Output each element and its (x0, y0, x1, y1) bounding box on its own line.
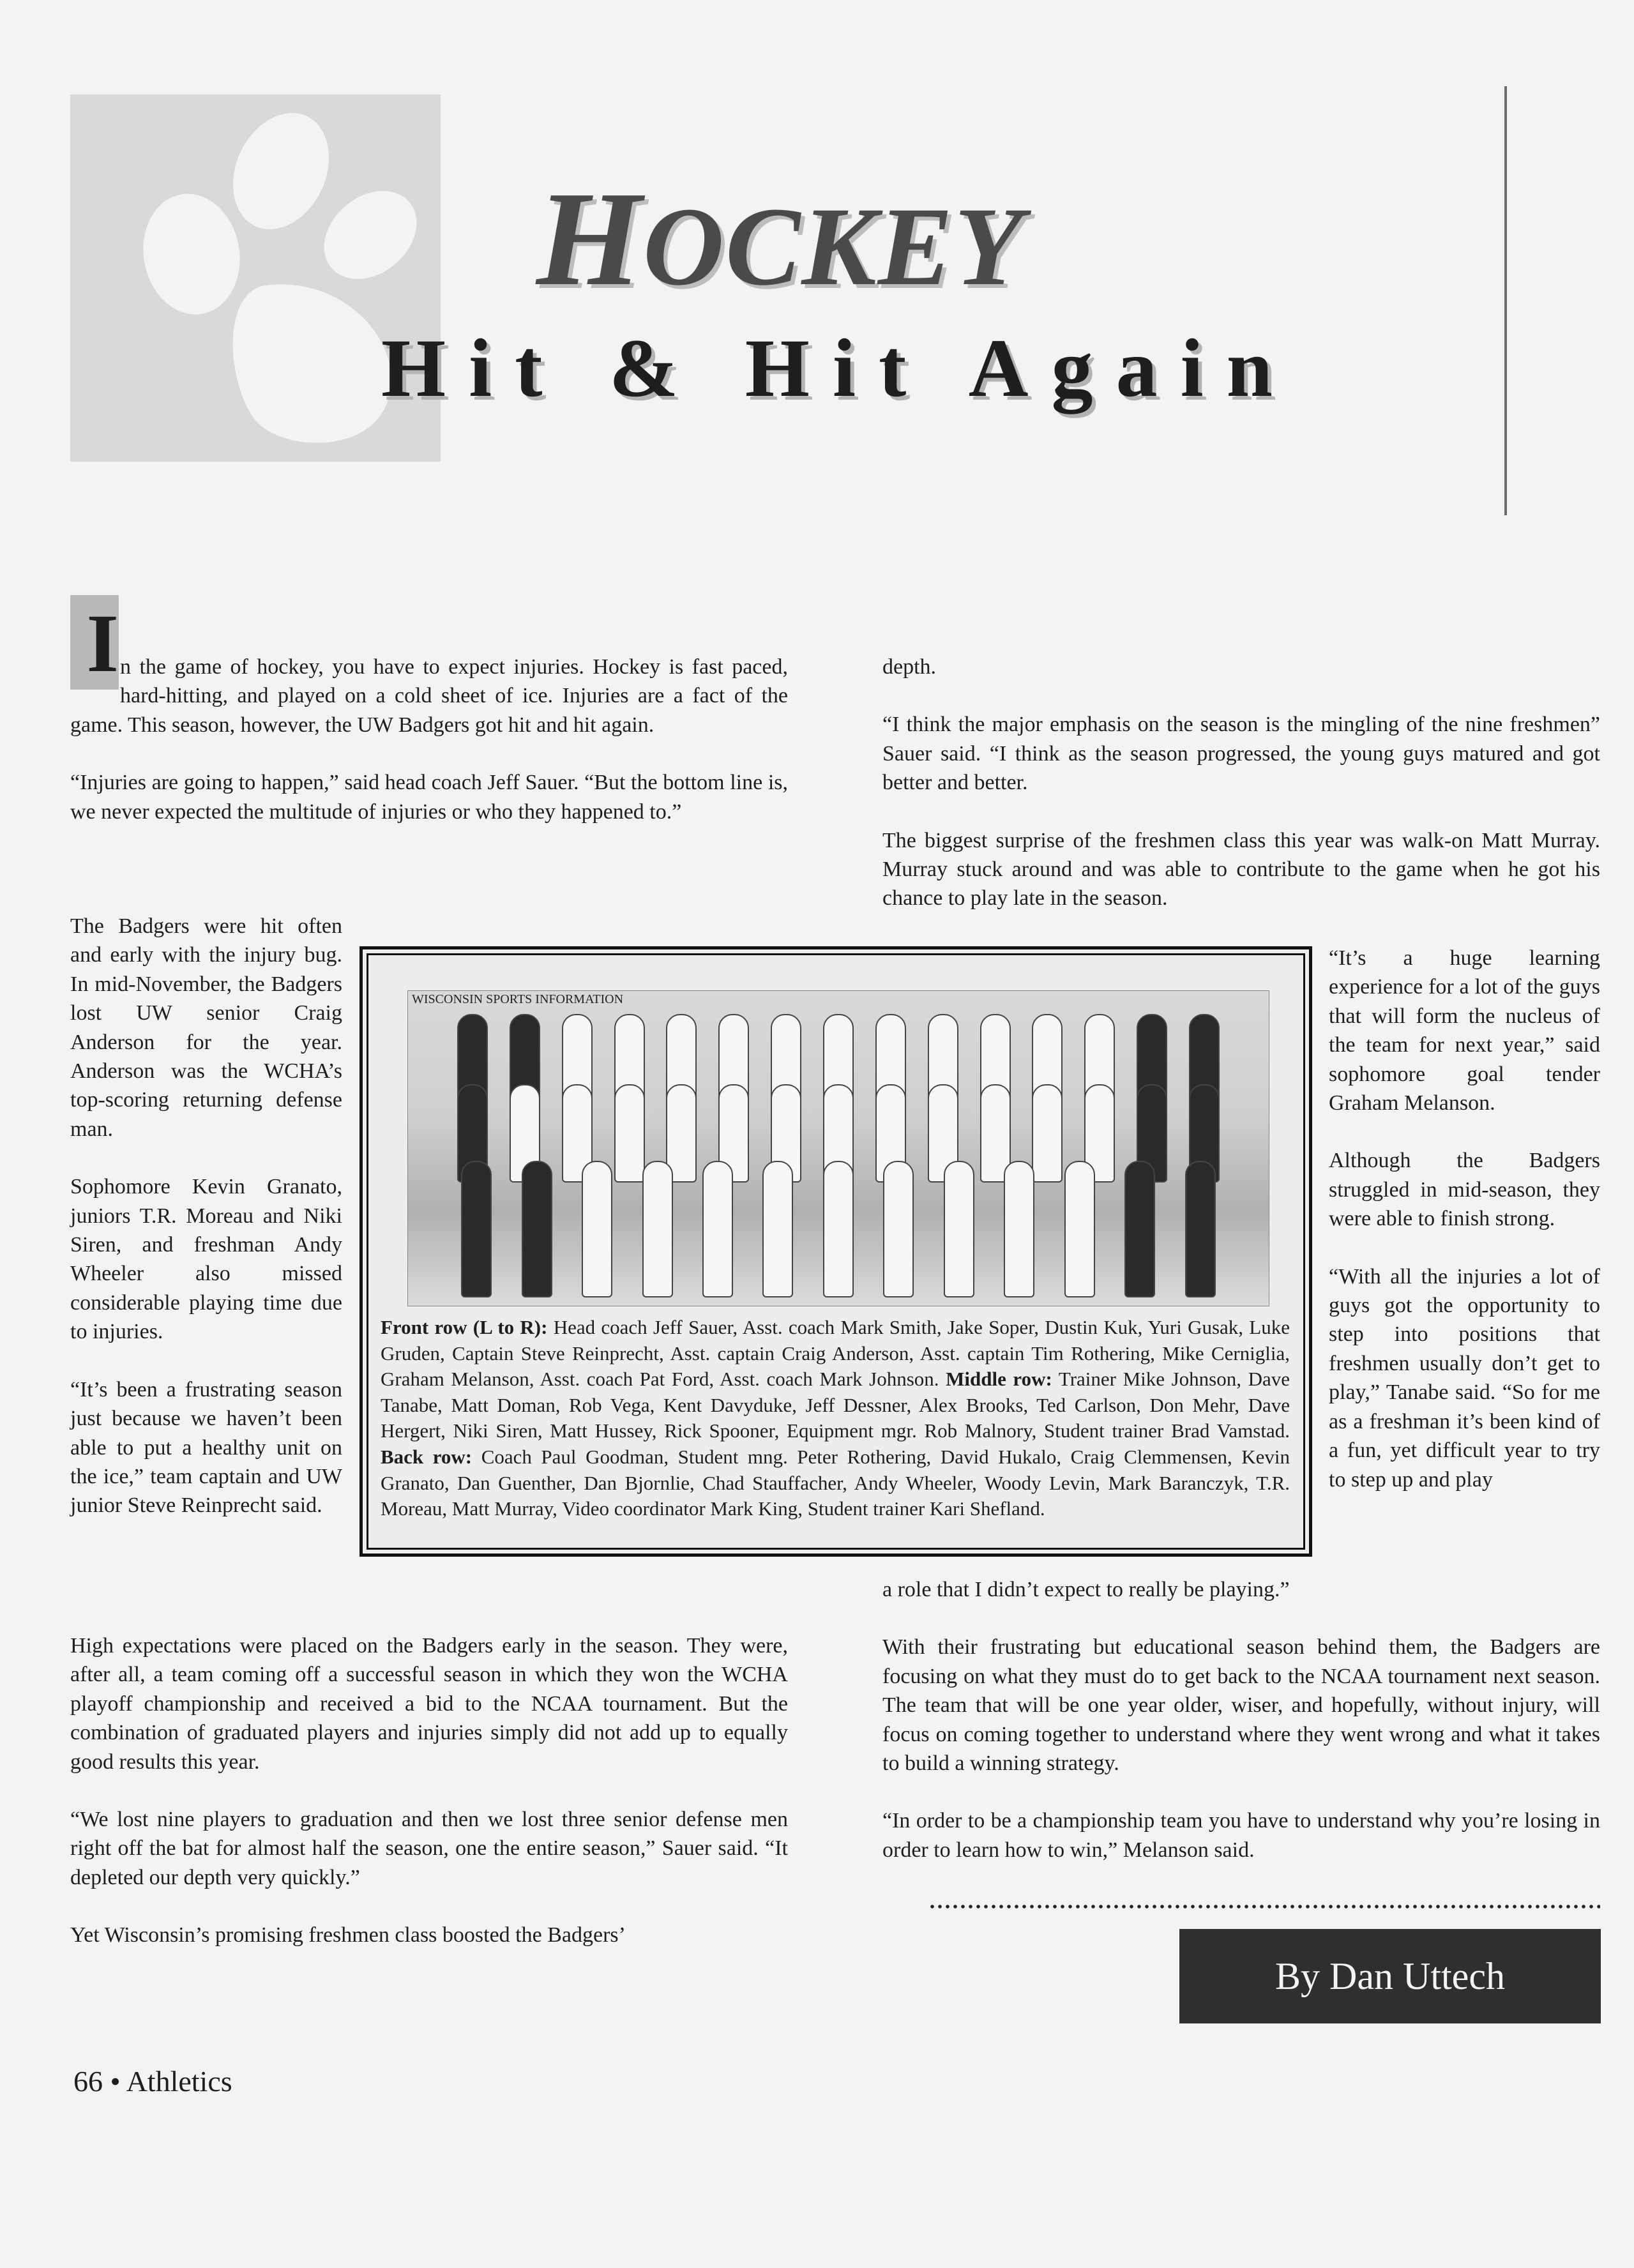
byline: By Dan Uttech (1179, 1929, 1601, 2023)
paragraph: “Injuries are going to happen,” said head coach Jeff Sauer. “But the bottom line is, we never expected the multitude of injuries or who they happened to.” (70, 771, 788, 824)
article-right-narrow-column (1329, 944, 1600, 1523)
photo-caption (381, 1315, 1290, 1522)
paragraph: With their frustrating but educational season behind them, the Badgers are focusing on what they must do to get back to the NCAA tournament next season. The team that will be one year older, wiser, and hopefully, without injury, will focus on coming together to understand where they went wrong and what it takes to build a winning strategy. (882, 1635, 1600, 1776)
caption-label-back: Back row: (381, 1445, 473, 1468)
article-left-narrow-column (70, 912, 342, 1549)
caption-middle-row: Trainer Mike Johnson, Dave Tanabe, Matt Doman, Rob Vega, Kent Davyduke, Jeff Dessner, Alex Brooks, Ted Carlson, Don Mehr, Dave Hergert, Niki Siren, Matt Hussey, Rick Spooner, Equipment mgr. Rob Malnory, Student trainer Brad Vamstad. (381, 1368, 1290, 1442)
article-right-column-top (882, 653, 1600, 942)
article-left-column-bottom (70, 1631, 788, 1979)
caption-label-front: Front row (L to R): (381, 1316, 548, 1338)
page-folio: 66 • Athletics (73, 2065, 232, 2098)
paragraph: Although the Badgers struggled in mid-season, they were able to finish strong. (1329, 1149, 1600, 1231)
team-photo (407, 990, 1269, 1306)
paragraph: The biggest surprise of the freshmen class this year was walk-on Matt Murray. Murray stuck around and was able to contribute to the game when he got his chance to play late in the season. (882, 828, 1600, 911)
paragraph: “We lost nine players to graduation and then we lost three senior defense men right off the bat for almost half the season, one the entire season,” Sauer said. “It depleted our depth very quickly.” (70, 1808, 788, 1889)
photo-credit: WISCONSIN SPORTS INFORMATION (412, 992, 624, 1006)
caption-label-middle: Middle row: (946, 1368, 1052, 1391)
page-subtitle: Hit & Hit Again (381, 322, 1296, 414)
paragraph: High expectations were placed on the Badgers early in the season. They were, after all, a team coming off a successful season in which they won the WCHA playoff championship and received a bid to the NCAA tournament. But the combination of graduated players and injuries simply did not add up to equally good results this year. (70, 1634, 788, 1774)
caption-back-row: Coach Paul Goodman, Student mng. Peter Rothering, David Hukalo, Craig Clemmensen, Kevin Granato, Dan Guenther, Dan Bjornlie, Chad Stauffacher, Andy Wheeler, Woody Levin, Mark Baranczyk, T.R. Moreau, Matt Murray, Video coordinator Mark King, Student trainer Kari Shefland. (381, 1445, 1290, 1520)
caption-front-row: Head coach Jeff Sauer, Asst. coach Mark Smith, Jake Soper, Dustin Kuk, Yuri Gusak, Luke Gruden, Captain Steve Reinprecht, Asst. captain Craig Anderson, Asst. captain Tim Rothering, Mike Cerniglia, Graham Melanson, Asst. coach Pat Ford, Asst. coach Mark Johnson. (381, 1316, 1290, 1391)
article-right-column-bottom (882, 1575, 1600, 1893)
vertical-rule (1504, 86, 1507, 515)
photo-front-row (446, 1163, 1230, 1297)
dropcap: I (70, 595, 119, 690)
dotted-rule (928, 1904, 1600, 1909)
page-title: HOCKEY (536, 163, 1024, 314)
paragraph: depth. (882, 655, 937, 679)
paragraph: I n the game of hockey, you have to expect injuries. Hockey is fast paced, hard-hitting, and played on a cold sheet of ice. Injuries are a fact of the game. This season, however, the UW Badgers got hit and hit again. (70, 653, 788, 739)
paragraph: “It’s a huge learning experience for a lot of the guys that will form the nucleus of the team for next year,” said sophomore goal tender Graham Melanson. (1329, 946, 1600, 1115)
paragraph: “In order to be a championship team you have to understand why you’re losing in order to learn how to win,” Melanson said. (882, 1809, 1600, 1862)
paragraph: a role that I didn’t expect to really be playing.” (882, 1578, 1290, 1601)
paragraph: Sophomore Kevin Granato, juniors T.R. Moreau and Niki Siren, and freshman Andy Wheeler also missed considerable playing time due to injuries. (70, 1175, 342, 1344)
paragraph: “I think the major emphasis on the season is the mingling of the nine freshmen” Sauer said. “I think as the season progressed, the young guys matured and got better and better. (882, 713, 1600, 795)
article-left-column-top (70, 598, 788, 855)
paragraph: The Badgers were hit often and early with the injury bug. In mid-November, the Badgers lost UW senior Craig Anderson for the year. Anderson was the WCHA’s top-scoring returning defense man. (70, 914, 342, 1141)
paragraph: “With all the injuries a lot of guys got the opportunity to step into positions that freshmen usually don’t get to play,” Tanabe said. “So for me as a freshman it’s been kind of a fun, yet difficult year to try to step up and play (1329, 1264, 1600, 1492)
team-photo-box (359, 946, 1312, 1557)
paragraph: “It’s been a frustrating season just because we haven’t been able to put a healthy unit on the ice,” team captain and UW junior Steve Reinprecht said. (70, 1377, 342, 1518)
paragraph: Yet Wisconsin’s promising freshmen class boosted the Badgers’ (70, 1923, 626, 1947)
